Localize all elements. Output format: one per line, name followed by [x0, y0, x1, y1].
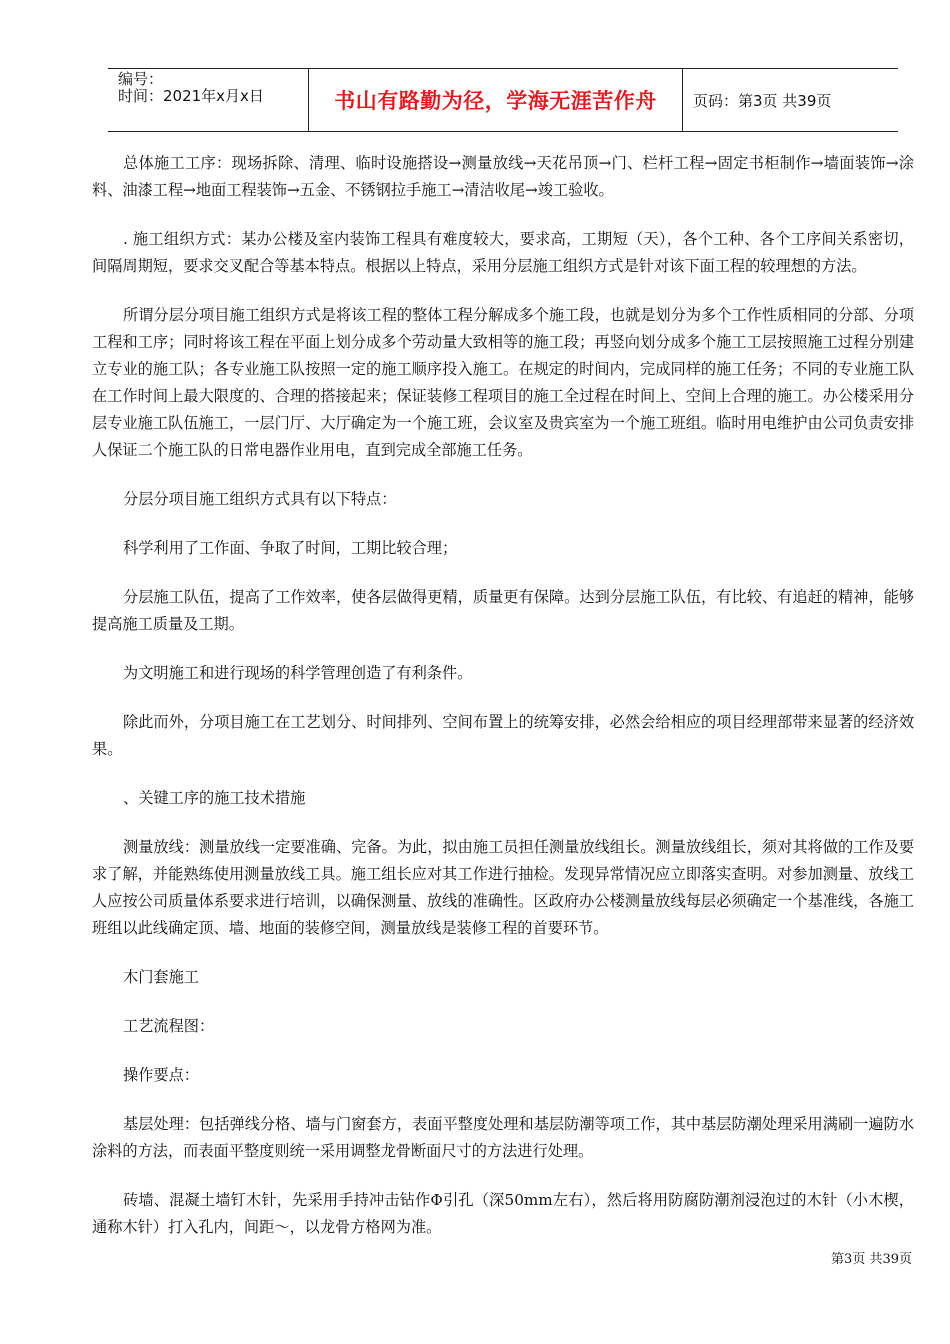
page-footer-number: 第3页 共39页 — [831, 1252, 912, 1267]
paragraph: 测量放线：测量放线一定要准确、完备。为此，拟由施工员担任测量放线组长。测量放线组长，须对其将做的工作及要求了解，并能熟练使用测量放线工具。施工组长应对其工作进行抽检。发现异常情况应立即落实查明。对参加测量、放线工人应按公司质量体系要求进行培训，以确保测量、放线的准确性。区政府办公楼测量放线每层必须确定一个基准线，各施工班组以此线确定顶、墙、地面的装修空间，测量放线是装修工程的首要环节。 — [92, 838, 914, 937]
page-header — [108, 68, 898, 132]
paragraph: . 施工组织方式：某办公楼及室内装饰工程具有难度较大，要求高，工期短（天），各个工种、各个工序间关系密切，间隔周期短，要求交叉配合等基本特点。根据以上特点，采用分层施工组织方式是针对该下面工程的较理想的方法。 — [92, 230, 914, 275]
paragraph: 所谓分层分项目施工组织方式是将该工程的整体工程分解成多个施工段，也就是划分为多个工作性质相同的分部、分项工程和工序；同时将该工程在平面上划分成多个劳动量大致相等的施工段；再竖向划分成多个施工工层按照施工过程分别建立专业的施工队；各专业施工队按照一定的施工顺序投入施工。在规定的时间内，完成同样的施工任务；不同的专业施工队在工作时间上最大限度的、合理的搭接起来；保证装修工程项目的施工全过程在时间上、空间上合理的施工。办公楼采用分层专业施工队伍施工，一层门厅、大厅确定为一个施工班，会议室及贵宾室为一个施工班组。临时用电维护由公司负责安排人保证二个施工队的日常电器作业用电，直到完成全部施工任务。 — [92, 306, 914, 459]
document-body — [92, 150, 914, 1263]
subsection-heading: 木门套施工 — [123, 968, 199, 986]
paragraph: 为文明施工和进行现场的科学管理创造了有利条件。 — [123, 664, 473, 682]
subsection-heading: 操作要点： — [123, 1066, 199, 1084]
document-date-label: 时间：2021年x月x日 — [118, 87, 264, 105]
paragraph: 分层施工队伍，提高了工作效率，使各层做得更精，质量更有保障。达到分层施工队伍，有比较、有追赶的精神，能够提高施工质量及工期。 — [92, 588, 914, 633]
paragraph: 科学利用了工作面、争取了时间，工期比较合理； — [123, 539, 458, 557]
paragraph: 除此而外，分项目施工在工艺划分、时间排列、空间布置上的统筹安排，必然会给相应的项目经理部带来显著的经济效果。 — [92, 713, 914, 758]
paragraph: 砖墙、混凝土墙钉木针，先采用手持冲击钻作Φ引孔（深50mm左右），然后将用防腐防潮剂浸泡过的木针（小木楔，通称木针）打入孔内，间距～，以龙骨方格网为准。 — [92, 1191, 914, 1236]
paragraph: 总体施工工序：现场拆除、清理、临时设施搭设→测量放线→天花吊顶→门、栏杆工程→固定书柜制作→墙面装饰→涂料、油漆工程→地面工程装饰→五金、不锈钢拉手施工→清洁收尾→竣工验收。 — [92, 154, 914, 199]
subsection-heading: 工艺流程图： — [123, 1017, 215, 1035]
paragraph: 分层分项目施工组织方式具有以下特点： — [123, 490, 397, 508]
paragraph: 基层处理：包括弹线分格、墙与门窗套方，表面平整度处理和基层防潮等项工作，其中基层防潮处理采用满刷一遍防水涂料的方法，而表面平整度则统一采用调整龙骨断面尺寸的方法进行处理。 — [92, 1115, 914, 1160]
section-heading: 、关键工序的施工技术措施 — [123, 789, 306, 807]
document-number-label: 编号： — [118, 70, 164, 88]
header-motto: 书山有路勤为径，学海无涯苦作舟 — [309, 69, 683, 131]
header-meta-cell — [108, 69, 309, 131]
header-page-number: 页码：第3页 共39页 — [693, 91, 832, 110]
